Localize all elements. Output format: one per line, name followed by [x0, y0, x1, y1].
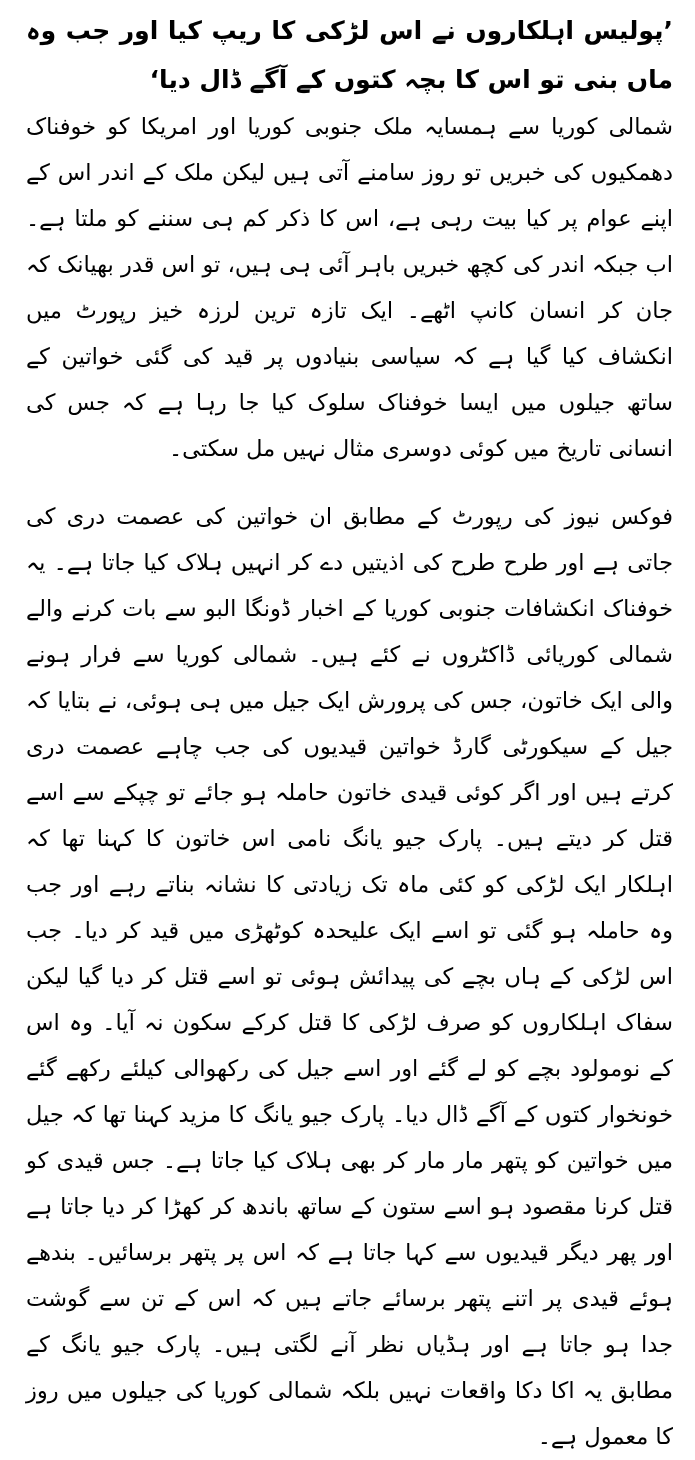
article-paragraph-2: فوکس نیوز کی رپورٹ کے مطابق ان خواتین کی عصمت دری کی جاتی ہے اور طرح طرح کی اذیتیں دے کر انہیں ہلاک کیا جاتا ہے۔ یہ خوفناک انکشافات جنوبی کوریا کے اخبار ڈونگا البو سے بات کرنے والے شمالی کوریائی ڈاکٹروں نے کئے ہیں۔ شمالی کوریا سے فرار ہونے والی ایک خاتون، جس کی پرورش ایک جیل میں ہی ہوئی، نے بتایا کہ جیل کے سیکورٹی گارڈ خواتین قیدیوں کی جب چاہے عصمت دری کرتے ہیں اور اگر کوئی قیدی خاتون حاملہ ہو جائے تو چپکے سے اسے قتل کر دیتے ہیں۔ پارک جیو یانگ نامی اس خاتون کا کہنا تھا کہ اہلکار ایک لڑکی کو کئی ماہ تک زیادتی کا نشانہ بناتے رہے اور جب وہ حاملہ ہو گئی تو اسے ایک علیحدہ کوٹھڑی میں قید کر دیا۔ جب اس لڑکی کے ہاں بچے کی پیدائش ہوئی تو اسے قتل کر دیا گیا لیکن سفاک اہلکاروں کو صرف لڑکی کا قتل کرکے سکون نہ آیا۔ وہ اس کے نومولود بچے کو لے گئے اور اسے جیل کی رکھوالی کیلئے رکھے گئے خونخوار کتوں کے آگے ڈال دیا۔ پارک جیو یانگ کا مزید کہنا تھا کہ جیل میں خواتین کو پتھر مار مار کر بھی ہلاک کیا جاتا ہے۔ جس قیدی کو قتل کرنا مقصود ہو اسے ستون کے ساتھ باندھ کر کھڑا کر دیا جاتا ہے اور پھر دیگر قیدیوں سے کہا جاتا ہے کہ اس پر پتھر برسائیں۔ بندھے ہوئے قیدی پر اتنے پتھر برسائے جاتے ہیں کہ اس کے تن سے گوشت جدا ہو جاتا ہے اور ہڈیاں نظر آنے لگتی ہیں۔ پارک جیو یانگ کے مطابق یہ اکا دکا واقعات نہیں بلکہ شمالی کوریا کی جیلوں میں روز کا معمول ہے۔ — [26, 504, 673, 1450]
article-paragraph-1: شمالی کوریا سے ہمسایہ ملک جنوبی کوریا اور امریکا کو خوفناک دھمکیوں کی خبریں تو روز سامنے آتی ہیں لیکن ملک کے اندر اس کے اپنے عوام پر کیا بیت رہی ہے، اس کا ذکر کم ہی سننے کو ملتا ہے۔ اب جبکہ اندر کی کچھ خبریں باہر آئی ہی ہیں، تو اس قدر بھیانک کہ جان کر انسان کانپ اٹھے۔ ایک تازہ ترین لرزہ خیز رپورٹ میں انکشاف کیا گیا ہے کہ سیاسی بنیادوں پر قید کی گئی خواتین کے ساتھ جیلوں میں ایسا خوفناک سلوک کیا جا رہا ہے کہ جس کی انسانی تاریخ میں کوئی دوسری مثال نہیں مل سکتی۔ — [26, 114, 673, 462]
article-headline: ’پولیس اہلکاروں نے اس لڑکی کا ریپ کیا اور جب وہ ماں بنی تو اس کا بچہ کتوں کے آگے ڈال دیا‘ — [26, 16, 673, 94]
